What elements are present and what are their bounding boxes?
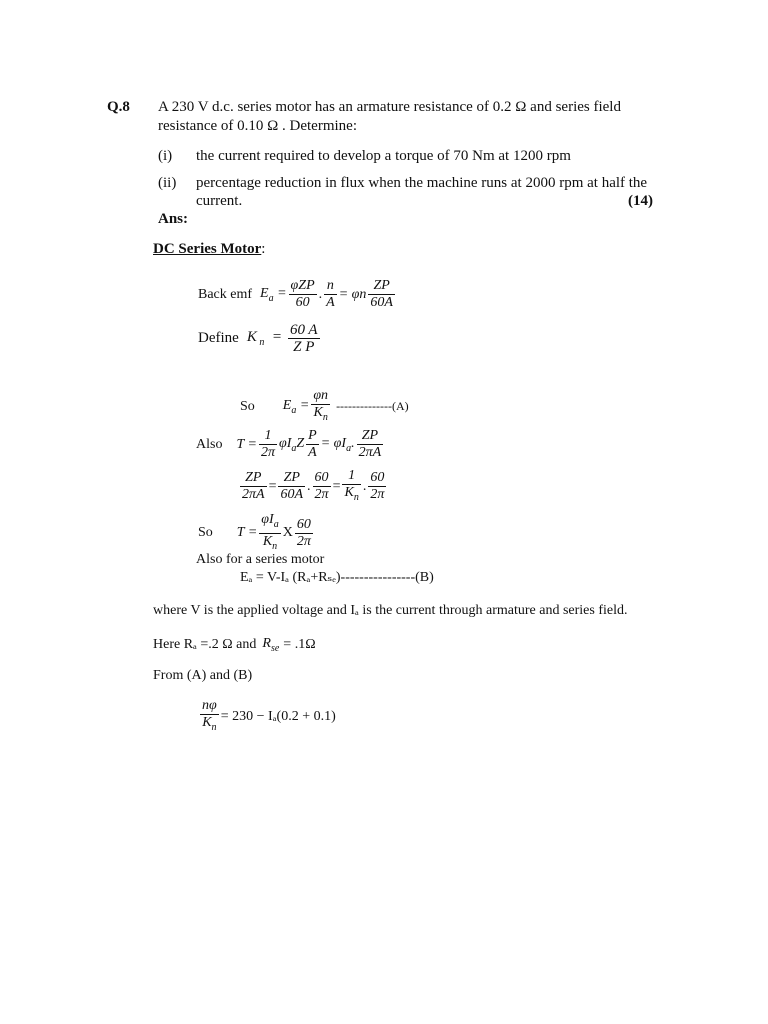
answer-label: Ans: — [158, 211, 189, 227]
fraction: $\frac{ZP}{2\pi A}$ — [242, 470, 265, 503]
zp-identity-equation: $\frac{ZP}{2\pi A}$ = $\frac{ZP}{60A}$ . $\frac{60}{2\pi}$ = $\frac{1}{K_n}$ . $\frac{60}{2\pi}$ — [238, 468, 388, 506]
fraction: $\frac{60}{2\pi}$ — [314, 470, 329, 503]
item2-marker: (ii) — [158, 175, 177, 191]
equation-b: Eₐ = V-Iₐ (Rₐ+Rₛₑ)----------------(B) — [240, 570, 434, 585]
fraction: $\frac{60 A}{\text{Z P}}$ — [289, 322, 318, 355]
heading-colon: : — [261, 241, 266, 257]
fraction: $\frac{60}{2\pi}$ — [296, 516, 311, 549]
so2-label: So — [198, 525, 213, 541]
fraction: $\frac{1}{2\pi}$ — [260, 428, 275, 460]
item2-line2: current. — [196, 193, 243, 209]
question-text-line2: resistance of 0.10 Ω . Determine: — [158, 118, 357, 134]
ref-a: --------------(A) — [336, 399, 409, 414]
also-label: Also — [196, 436, 223, 452]
para-where: where V is the applied voltage and Iₐ is the current through armature and series field. — [153, 603, 628, 618]
item1-marker: (i) — [158, 148, 173, 164]
so-ea-equation: So $E_a$ = $\frac{\varphi n}{K_n}$ --------------(A) — [240, 388, 409, 426]
fraction: $\frac{ZP}{2\pi A}$ — [358, 428, 382, 460]
item2-line1: percentage reduction in flux when the machine runs at 2000 rpm at half the — [196, 175, 648, 191]
fraction: $\frac{\text{φZP}}{60}$ — [290, 278, 315, 310]
final-rhs: = 230 − Iₐ(0.2 + 0.1) — [220, 708, 336, 724]
fraction: $\frac{ZP}{60A}$ — [370, 278, 393, 310]
fraction: $\frac{\varphi n}{K_n}$ — [313, 388, 329, 423]
fraction: $\frac{\varphi I_a}{K_n}$ — [261, 512, 279, 552]
marks: (14) — [628, 193, 653, 209]
fraction: $\frac{P}{A}$ — [308, 428, 317, 460]
item1-text: the current required to develop a torque of 70 Nm at 1200 rpm — [196, 148, 571, 164]
define-label: Define — [198, 330, 239, 346]
torque-equation: Also T = $\frac{1}{2\pi}$ $\varphi I_aZ$ $\frac{P}{A}$ = $\varphi I_a$. $\frac{ZP}{2\pi A}$ — [196, 428, 382, 460]
para-from: From (A) and (B) — [153, 668, 253, 683]
section-heading — [153, 241, 265, 258]
question-number: Q.8 — [107, 99, 130, 115]
fraction: $\frac{ZP}{60A}$ — [280, 470, 304, 503]
fraction: $\frac{60}{2\pi}$ — [370, 470, 385, 503]
heading-text: DC Series Motor — [153, 241, 262, 257]
fraction: $\frac{1}{K_n}$ — [344, 468, 359, 503]
final-equation — [198, 698, 336, 736]
define-kn-equation: Define K $_n$ = $\frac{60 A}{\text{Z P}}$ — [198, 322, 318, 355]
so-label: So — [240, 398, 255, 414]
back-emf-equation: Back emf $E_a$ = $\frac{\text{φZP}}{60}$ . $\frac{n}{A}$ = φn $\frac{ZP}{60A}$ — [198, 278, 393, 310]
para-here: Here Rₐ =.2 Ω and $R_{se}$ = .1Ω — [153, 636, 316, 654]
fraction: $\frac{n\varphi}{K_n}$ — [202, 698, 217, 733]
para-here-prefix: Here Rₐ =.2 Ω and — [153, 636, 257, 652]
question-text-line1: A 230 V d.c. series motor has an armature resistance of 0.2 Ω and series field — [158, 99, 621, 115]
para-here-suffix: = .1Ω — [283, 636, 316, 652]
also-series-text: Also for a series motor — [196, 552, 325, 567]
so-torque-equation: So T = $\frac{\varphi I_a}{K_n}$ X $\frac{60}{2\pi}$ — [198, 512, 315, 555]
fraction: $\frac{n}{A}$ — [326, 278, 335, 310]
back-emf-label: Back emf — [198, 286, 253, 302]
